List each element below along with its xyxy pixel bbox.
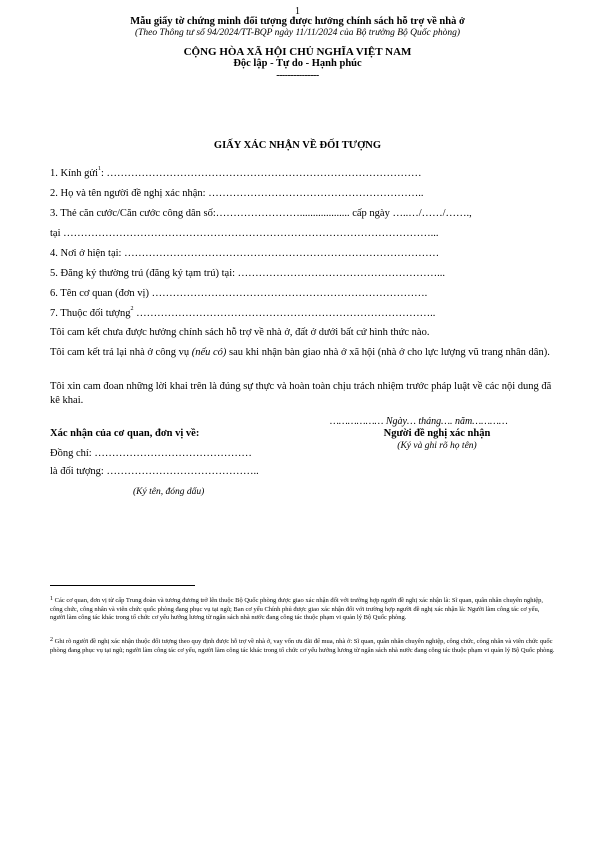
left-line-comrade: Đồng chí: ……………………………………… <box>50 448 252 459</box>
field-id-card: 3. Thẻ căn cước/Căn cước công dân số:……………………................... cấp ngày …..…/……/……., <box>50 208 472 219</box>
left-line-subject: là đối tượng: …………………………………….. <box>50 466 259 477</box>
statement-no-benefit: Tôi cam kết chưa được hưởng chính sách hỗ trợ về nhà ở, đất ở dưới bất cứ hình thức nào. <box>50 327 430 338</box>
field-unit-name: 6. Tên cơ quan (đơn vị) ……………………………………………………………………. <box>50 288 428 299</box>
field-id-issued-at: tại ……………………………………………………………………………………………... <box>50 228 439 239</box>
footnote-1-text: Các cơ quan, đơn vị từ cấp Trung đoàn và tương đương trở lên thuộc Bộ Quốc phòng được giao xác nhận đối với trường hợp người đề nghị xác nhận là: Sĩ quan, quân nhân chuyên nghiệp, công chức, công nhân và viên chức quốc phòng đang phục vụ tại ngũ; Ban cơ yếu Chính phủ được giao xác nhận đối với trường hợp người đề nghị xác nhận là: Người làm công tác cơ yếu, người làm công tác khác trong tổ chức cơ yếu hưởng lương từ ngân sách nhà nước đang công tác thuộc phạm vi quản lý Bộ Quốc phòng. <box>50 597 544 621</box>
footnote-1 <box>50 597 555 623</box>
left-signature-note: (Ký tên, đóng dấu) <box>133 487 205 497</box>
statement-truthfulness: Tôi xin cam đoan những lời khai trên là đúng sự thực và hoàn toàn chịu trách nhiệm trước pháp luật về các nội dung đã kê khai. <box>50 381 552 406</box>
statement-return-housing-a: Tôi cam kết trả lại nhà ở công vụ <box>50 347 192 358</box>
footnote-1-marker: 1 <box>50 596 53 602</box>
form-subtitle: (Theo Thông tư số 94/2024/TT-BQP ngày 11/11/2024 của Bộ trưởng Bộ Quốc phòng) <box>134 28 461 38</box>
field-current-residence: 4. Nơi ở hiện tại: ……………………………………………………………………………… <box>50 248 440 259</box>
footnote-divider <box>50 585 195 586</box>
footnote-2 <box>50 638 555 655</box>
statement-return-housing-note: (nếu có) <box>191 347 227 358</box>
field-registered-residence: 5. Đăng ký thường trú (đăng ký tạm trú) tại: …………………………………………………... <box>50 268 446 279</box>
form-title: Mẫu giấy tờ chứng minh đối tượng được hưởng chính sách hỗ trợ về nhà ở <box>130 16 465 27</box>
field-subject-category-blank: ………………………………………………………………………….. <box>133 308 436 319</box>
right-signature-title: Người đề nghị xác nhận <box>383 428 491 439</box>
nation-header: CỘNG HÒA XÃ HỘI CHỦ NGHĨA VIỆT NAM <box>183 46 412 58</box>
field-recipient-label: 1. Kính gửi <box>50 168 98 179</box>
footnote-2-marker: 2 <box>50 637 53 643</box>
left-signature-title: Xác nhận của cơ quan, đơn vị về: <box>50 428 200 439</box>
document-title: GIẤY XÁC NHẬN VỀ ĐỐI TƯỢNG <box>213 140 382 151</box>
page-number: 1 <box>295 6 300 17</box>
field-subject-category-label: 7. Thuộc đối tượng <box>50 308 131 319</box>
field-recipient <box>50 168 422 179</box>
footnote-2-text: Ghi rõ người đề nghị xác nhận thuộc đối tượng theo quy định được hỗ trợ về nhà ở, vay vốn ưu đãi để mua, nhà ở: Sĩ quan, quân nhân chuyên nghiệp, công chức, công nhân và viên chức quốc phòng đang phục vụ tại ngũ; người làm công tác cơ yếu, người làm công tác khác trong tổ chức cơ yếu hưởng lương từ ngân sách nhà nước đang công tác thuộc phạm vi quản lý Bộ Quốc phòng. <box>50 638 555 654</box>
motto: Độc lập - Tự do - Hạnh phúc <box>233 58 362 69</box>
date-line: ……………… Ngày… tháng…. năm………… <box>330 416 508 427</box>
separator: --------------- <box>276 70 319 81</box>
field-recipient-blank: : ……………………………………………………………………………… <box>100 168 422 179</box>
statement-return-housing <box>50 346 555 360</box>
statement-return-housing-c: sau khi nhận bàn giao nhà ở xã hội (nhà ở cho lực lượng vũ trang nhân dân). <box>226 347 550 358</box>
field-subject-category <box>50 308 435 319</box>
right-signature-note: (Ký và ghi rõ họ tên) <box>397 441 477 451</box>
field-full-name: 2. Họ và tên người đề nghị xác nhận: …………………………………………………….. <box>50 188 424 199</box>
footnote-ref-1: 1 <box>97 166 101 172</box>
footnote-ref-2: 2 <box>130 306 134 312</box>
